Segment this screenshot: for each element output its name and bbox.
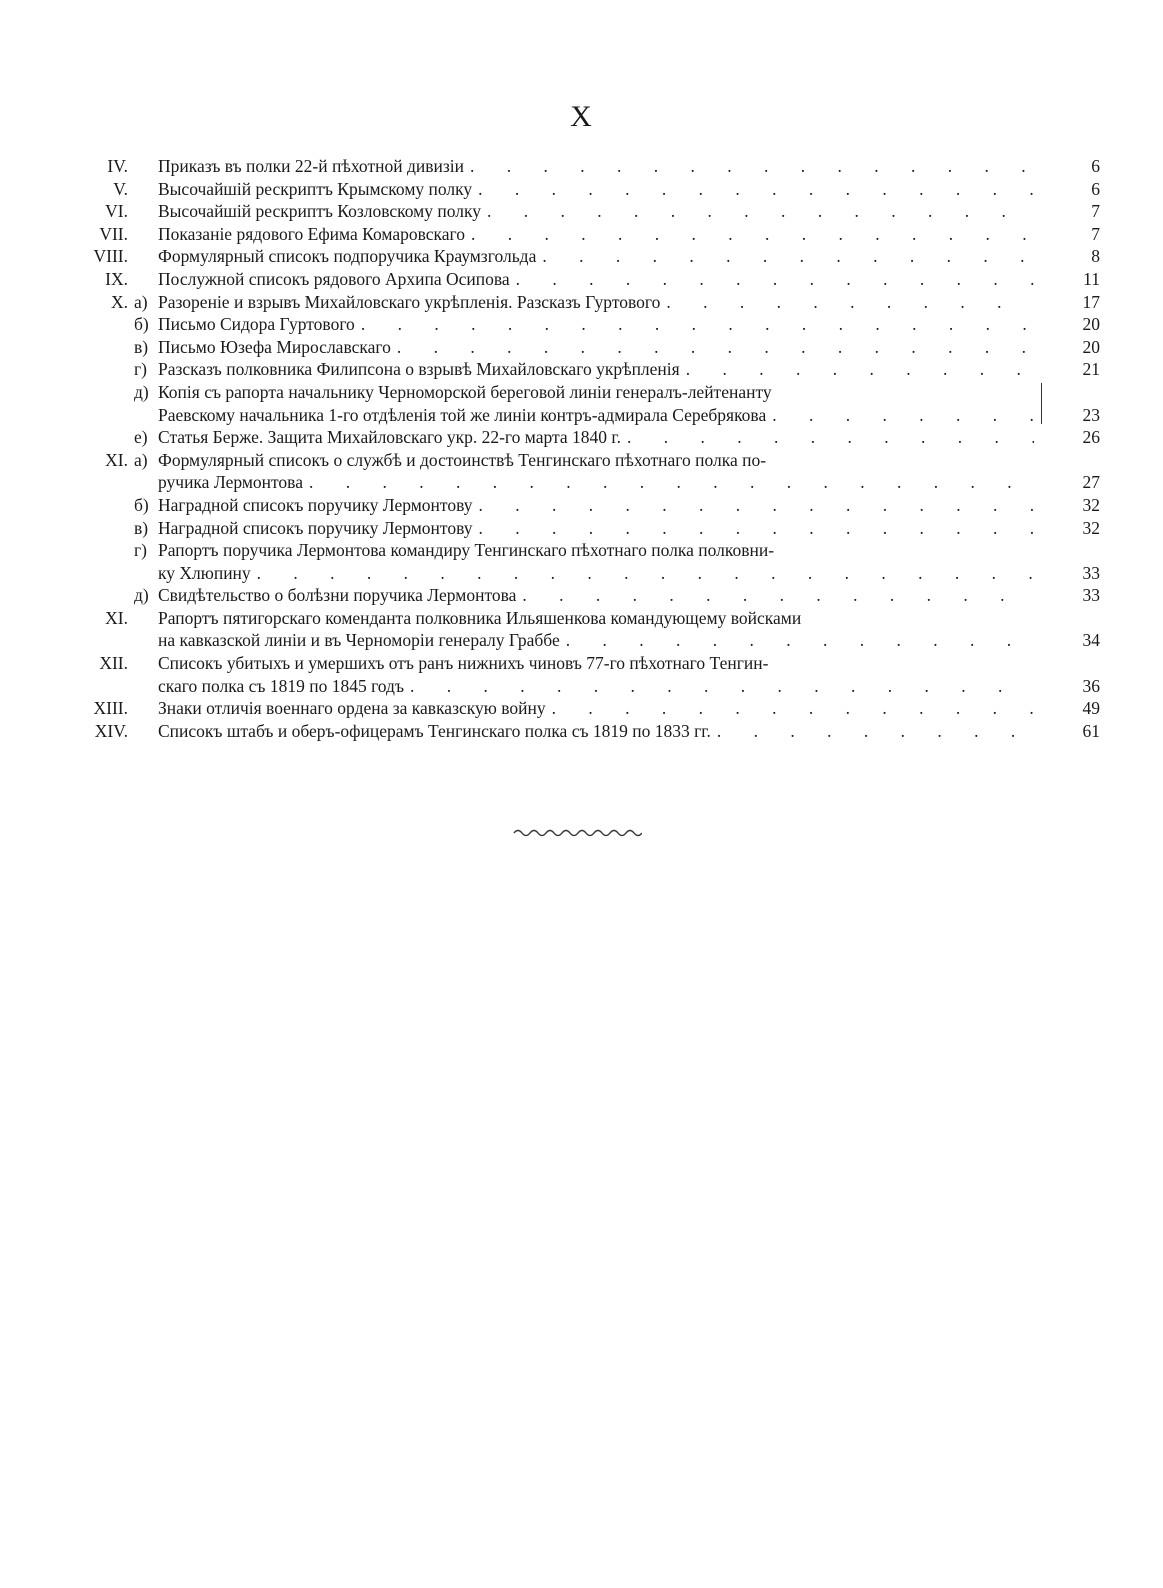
toc-entry-line	[70, 607, 1100, 630]
entry-title: Статья Берже. Защита Михайловскаго укр. 22-го марта 1840 г.	[158, 427, 621, 448]
dot-leader	[479, 517, 1034, 540]
entry-page: 36	[1082, 675, 1100, 696]
entry-subletter: д)	[134, 585, 149, 606]
toc-entry-line	[70, 562, 1100, 585]
dot-leader	[552, 697, 1034, 720]
entry-page: 49	[1082, 698, 1100, 719]
entry-page: 61	[1082, 720, 1100, 741]
entry-title: Знаки отличія военнаго ордена за кавказскую войну	[158, 698, 546, 719]
entry-title: Свидѣтельство о болѣзни поручика Лермонтова	[158, 585, 517, 606]
dot-leader	[397, 336, 1034, 359]
dot-leader	[471, 223, 1034, 246]
entry-title: Приказъ въ полки 22-й пѣхотной дивизіи	[158, 156, 464, 176]
ornament-divider	[512, 826, 642, 840]
toc-entry	[70, 313, 1100, 336]
entry-number: IX.	[105, 268, 128, 289]
entry-number: VI.	[105, 201, 128, 222]
entry-page: 6	[1091, 178, 1100, 199]
entry-number: V.	[113, 178, 128, 199]
table-of-contents	[70, 155, 1100, 742]
toc-entry	[70, 178, 1100, 201]
entry-page: 32	[1082, 494, 1100, 515]
toc-entry-line	[70, 178, 1100, 201]
entry-page: 27	[1082, 472, 1100, 493]
toc-entry	[70, 494, 1100, 517]
toc-entry	[70, 336, 1100, 359]
dot-leader	[666, 291, 1034, 314]
entry-number: XIII.	[93, 698, 128, 719]
entry-subletter: е)	[134, 427, 148, 448]
entry-page: 26	[1082, 427, 1100, 448]
toc-entry	[70, 584, 1100, 607]
toc-entry-line	[70, 404, 1100, 427]
dot-leader	[309, 471, 1034, 494]
entry-page: 34	[1082, 630, 1100, 651]
entry-title: ку Хлюпину	[158, 562, 251, 583]
entry-title: скаго полка съ 1819 по 1845 годъ	[158, 675, 405, 696]
entry-number: XI.	[105, 607, 128, 628]
toc-entry	[70, 381, 1100, 426]
entry-subletter: в)	[134, 336, 149, 357]
toc-entry	[70, 358, 1100, 381]
entry-title: Наградной списокъ поручику Лермонтову	[158, 517, 473, 538]
toc-entry-line	[70, 629, 1100, 652]
entry-number: X.	[110, 291, 128, 312]
dot-leader	[487, 200, 1034, 223]
entry-subletter: б)	[134, 494, 149, 515]
toc-entry-line	[70, 291, 1100, 314]
toc-entry-line	[70, 697, 1100, 720]
toc-entry-line	[70, 358, 1100, 381]
toc-entry-line	[70, 245, 1100, 268]
toc-entry	[70, 539, 1100, 584]
entry-title: Копія съ рапорта начальнику Черноморской береговой линіи генералъ-лейтенанту	[158, 381, 772, 402]
dot-leader	[566, 629, 1034, 652]
entry-page: 33	[1082, 562, 1100, 583]
entry-subletter: г)	[134, 540, 148, 561]
entry-number: VII.	[99, 223, 128, 244]
toc-entry-line	[70, 494, 1100, 517]
entry-number: XIV.	[94, 720, 128, 741]
dot-leader	[361, 313, 1034, 336]
entry-page: 20	[1082, 314, 1100, 335]
entry-subletter: г)	[134, 359, 148, 380]
entry-page: 17	[1082, 291, 1100, 312]
toc-entry-line	[70, 155, 1100, 178]
entry-page: 8	[1091, 246, 1100, 267]
entry-title: Формулярный списокъ подпоручика Краумзгольда	[158, 246, 537, 267]
toc-entry	[70, 652, 1100, 697]
page-number: X	[570, 100, 593, 133]
toc-entry-line	[70, 223, 1100, 246]
entry-title: Письмо Сидора Гуртового	[158, 314, 355, 335]
toc-entry	[70, 155, 1100, 178]
entry-title: Формулярный списокъ о службѣ и достоинствѣ Тенгинскаго пѣхотнаго полка по-	[158, 449, 767, 470]
toc-entry-line	[70, 471, 1100, 494]
dot-leader	[772, 404, 1034, 427]
entry-number: XII.	[99, 653, 128, 674]
entry-title: Послужной списокъ рядового Архипа Осипова	[158, 268, 510, 289]
entry-title: Списокъ убитыхъ и умершихъ отъ ранъ нижнихъ чиновъ 77-го пѣхотнаго Тенгин-	[158, 653, 769, 674]
toc-entry	[70, 720, 1100, 743]
entry-title: Наградной списокъ поручику Лермонтову	[158, 494, 473, 515]
toc-entry-line	[70, 720, 1100, 743]
entry-page: 21	[1082, 359, 1100, 380]
toc-entry-line	[70, 381, 1100, 404]
toc-entry-line	[70, 449, 1100, 472]
entry-title: Показаніе рядового Ефима Комаровскаго	[158, 223, 466, 244]
entry-subletter: а)	[134, 449, 148, 470]
entry-title: Письмо Юзефа Мирославскаго	[158, 336, 391, 357]
toc-entry	[70, 223, 1100, 246]
entry-page: 6	[1091, 156, 1100, 176]
toc-entry	[70, 426, 1100, 449]
entry-number: XI.	[105, 449, 128, 470]
toc-entry-line	[70, 426, 1100, 449]
toc-entry-line	[70, 675, 1100, 698]
entry-title: Высочайшій рескриптъ Крымскому полку	[158, 178, 473, 199]
toc-entry-line	[70, 313, 1100, 336]
entry-title: Разореніе и взрывъ Михайловскаго укрѣпленія. Разсказъ Гуртового	[158, 291, 661, 312]
dot-leader	[522, 584, 1034, 607]
dot-leader	[627, 426, 1034, 449]
entry-subletter: д)	[134, 381, 149, 402]
entry-page: 33	[1082, 585, 1100, 606]
entry-number: IV.	[107, 156, 128, 176]
entry-number: VIII.	[93, 246, 128, 267]
toc-entry	[70, 291, 1100, 314]
toc-entry	[70, 245, 1100, 268]
dot-leader	[717, 720, 1034, 743]
toc-entry-line	[70, 584, 1100, 607]
entry-page: 20	[1082, 336, 1100, 357]
entry-title: Разсказъ полковника Филипсона о взрывѣ Михайловскаго укрѣпленія	[158, 359, 680, 380]
entry-title: на кавказской линіи и въ Черноморіи генералу Граббе	[158, 630, 560, 651]
toc-entry-line	[70, 268, 1100, 291]
entry-page: 7	[1091, 201, 1100, 222]
entry-title: ручика Лермонтова	[158, 472, 303, 493]
entry-title: Высочайшій рескриптъ Козловскому полку	[158, 201, 482, 222]
entry-page: 11	[1083, 268, 1100, 289]
toc-entry	[70, 607, 1100, 652]
toc-entry	[70, 200, 1100, 223]
entry-page: 23	[1082, 404, 1100, 425]
entry-title: Списокъ штабъ и оберъ-офицерамъ Тенгинскаго полка съ 1819 по 1833 гг.	[158, 720, 711, 741]
dot-leader	[542, 245, 1034, 268]
toc-entry-line	[70, 652, 1100, 675]
bracket-mark	[1033, 383, 1042, 424]
toc-entry-line	[70, 539, 1100, 562]
dot-leader	[478, 178, 1034, 201]
dot-leader	[470, 155, 1034, 178]
dot-leader	[686, 358, 1034, 381]
toc-entry-line	[70, 336, 1100, 359]
toc-entry-line	[70, 517, 1100, 540]
entry-title: Рапортъ пятигорскаго коменданта полковника Ильяшенкова командующему войсками	[158, 607, 802, 628]
entry-subletter: б)	[134, 314, 149, 335]
entry-title: Раевскому начальника 1-го отдѣленія той же линіи контръ-адмирала Серебрякова	[158, 404, 767, 425]
dot-leader	[516, 268, 1034, 291]
dot-leader	[479, 494, 1034, 517]
toc-entry	[70, 268, 1100, 291]
dot-leader	[257, 562, 1034, 585]
toc-entry	[70, 449, 1100, 494]
entry-title: Рапортъ поручика Лермонтова командиру Тенгинскаго пѣхотнаго полка полковни-	[158, 540, 775, 561]
toc-entry	[70, 517, 1100, 540]
entry-subletter: а)	[134, 291, 148, 312]
entry-subletter: в)	[134, 517, 149, 538]
toc-entry-line	[70, 200, 1100, 223]
entry-page: 7	[1091, 223, 1100, 244]
entry-page: 32	[1082, 517, 1100, 538]
dot-leader	[410, 675, 1034, 698]
toc-entry	[70, 697, 1100, 720]
